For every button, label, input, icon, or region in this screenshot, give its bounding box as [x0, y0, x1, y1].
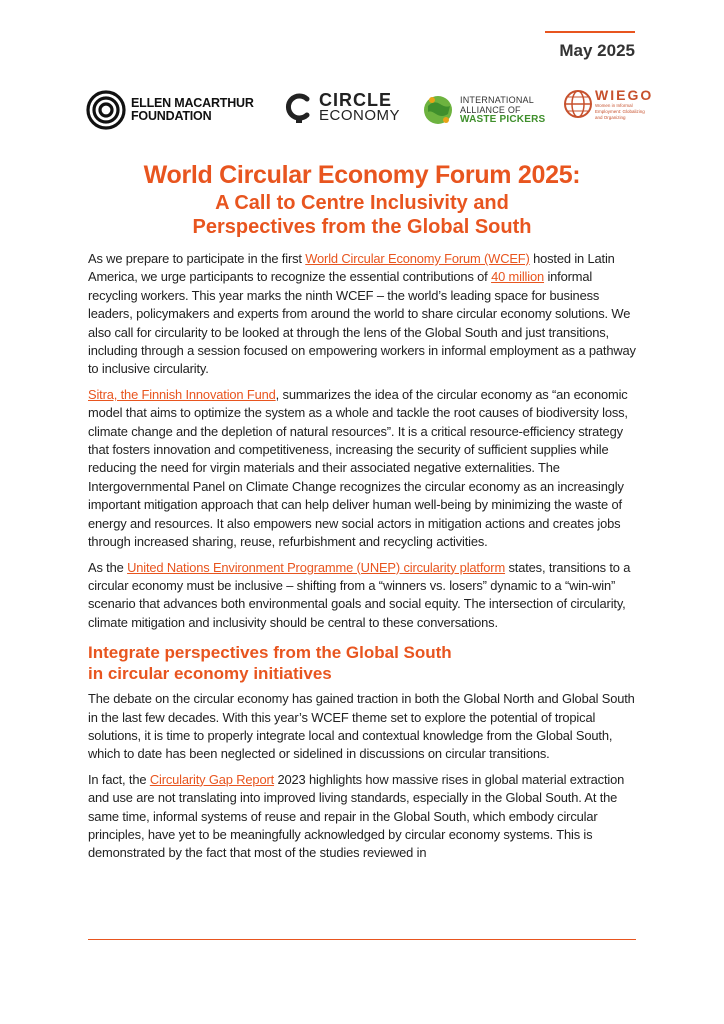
waste-pickers-logo	[420, 92, 545, 128]
text: 2023 highlights how massive rises in global material extraction and use are not translating into improved living standards, especially in the Global South. At the same time, informal systems of reuse and repair in the Global South, which embody circular principles, have yet to be meaningfully acknowledged by circular economy systems. This is demonstrated by the fact that most of the studies reviewed in	[88, 771, 625, 861]
circle-economy-logo	[285, 92, 400, 124]
ellen-macarthur-logo	[86, 90, 254, 130]
title-line-1: World Circular Economy Forum 2025:	[143, 161, 581, 189]
ce-name-line2: ECONOMY	[319, 107, 401, 124]
footer-rule	[88, 939, 636, 940]
paragraph-unep	[88, 559, 638, 633]
wiego-name: WIEGO	[595, 87, 654, 103]
iawp-name-line1: INTERNATIONAL	[460, 95, 534, 105]
sitra-link[interactable]: Sitra, the Finnish Innovation Fund	[88, 386, 276, 402]
emf-name-line1: ELLEN MACARTHUR	[131, 96, 254, 110]
wiego-tagline: Women in Informal Employment: Globalizing and Organizing	[595, 103, 645, 120]
wcef-link[interactable]: World Circular Economy Forum (WCEF)	[305, 251, 530, 266]
c-logo-icon	[285, 92, 313, 124]
date-rule	[545, 31, 635, 33]
heading-line-2: in circular economy initiatives	[88, 664, 332, 684]
publication-date: May 2025	[559, 41, 635, 60]
text: states, transitions to a circular economy must be inclusive – shifting from a “winners vs. losers” dynamic to a “win-win” scenario that advances both environmental goals and social equity. The intersection of circularity, climate mitigation and inclusivity should be central to these conversations.	[88, 559, 631, 630]
date-header	[545, 31, 635, 61]
text: , summarizes the idea of the circular economy as “an economic model that aims to optimize the system as a whole and tackle the root causes of biodiversity loss, climate change and the depletion of natural resources”. It is a critical resource-efficiency strategy that fosters innovation and competitiveness, increasing the security of sufficient supplies while reducing the need for virgin materials and their associated negative externalities. The Intergovernmental Panel on Climate Change recognizes the circular economy as an increasingly important mitigation approach that can help deliver human well-being by minimizing the waste of energy and resources. It also empowers new social actors in mitigation actions and creates jobs through increased sharing, reuse, refurbishment and recycling activities.	[88, 386, 628, 550]
unep-link[interactable]: United Nations Environment Programme (UNEP) circularity platform	[127, 559, 506, 575]
concentric-rings-icon	[86, 90, 126, 130]
heading-line-1: Integrate perspectives from the Global South	[88, 643, 452, 663]
document-title	[0, 160, 724, 239]
waste-pickers-globe-icon	[420, 92, 456, 128]
title-line-2: A Call to Centre Inclusivity and	[215, 192, 509, 214]
paragraph-gap-report	[88, 771, 638, 863]
wiego-logo	[563, 84, 653, 124]
text: informal recycling workers. This year marks the ninth WCEF – the world’s leading space for business leaders, policymakers and experts from around the world to share circular economy solutions. We also call for circularity to be looked at through the lens of the Global South and just transitions, including through a session focused on empowering workers in informal employment as a pathway to inclusive circularity.	[88, 269, 636, 377]
wiego-globe-icon	[563, 84, 593, 124]
section-heading	[88, 642, 638, 684]
paragraph-debate: The debate on the circular economy has gained traction in both the Global North and Global South in the last few decades. With this year’s WCEF theme set to explore the potential of tropical solutions, it is time to properly integrate local and contextual knowledge from the Global South, which to date has been neglected or sidelined in discussions on circular transitions.	[88, 691, 635, 762]
paragraph-intro	[88, 250, 638, 379]
text: hosted in Latin America, we urge participants to recognize the essential contributions of	[88, 251, 615, 285]
emf-name-line2: FOUNDATION	[131, 109, 212, 123]
body-content	[88, 250, 638, 870]
forty-million-link[interactable]: 40 million	[491, 269, 545, 285]
partner-logos	[86, 84, 654, 142]
title-line-3: Perspectives from the Global South	[192, 216, 532, 238]
circularity-gap-report-link[interactable]: Circularity Gap Report	[149, 771, 275, 787]
text: In fact, the	[88, 771, 150, 787]
iawp-name-line3: WASTE PICKERS	[460, 114, 546, 125]
ce-name-line1: CIRCLE	[319, 90, 392, 110]
paragraph-sitra	[88, 386, 638, 552]
iawp-name-line2: ALLIANCE OF	[460, 105, 521, 115]
text: As the	[88, 559, 128, 575]
text: As we prepare to participate in the first	[88, 251, 306, 266]
